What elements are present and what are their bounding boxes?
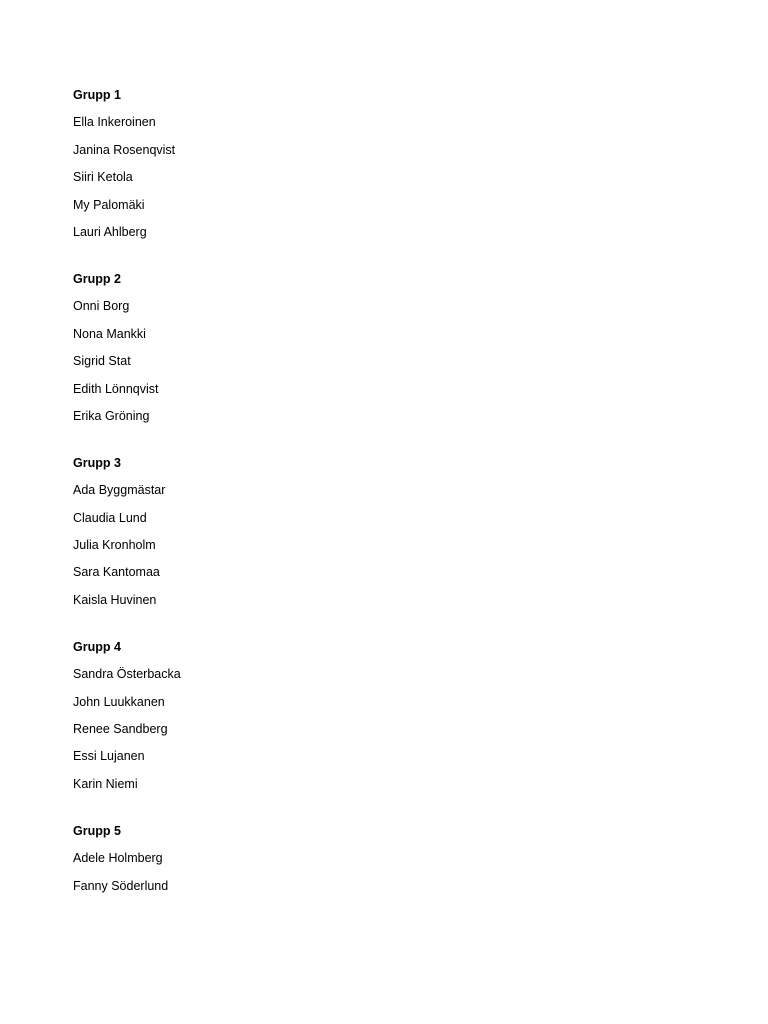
document-page — [73, 85, 713, 923]
group-member: My Palomäki — [73, 197, 145, 212]
group-4 — [73, 637, 713, 794]
group-title: Grupp 3 — [73, 455, 121, 470]
group-member: Nona Mankki — [73, 326, 146, 341]
group-title: Grupp 2 — [73, 271, 121, 286]
group-member: Siiri Ketola — [73, 170, 133, 185]
group-member: Julia Kronholm — [73, 538, 156, 553]
group-member: Sandra Österbacka — [73, 667, 181, 682]
group-2 — [73, 269, 713, 426]
group-member: Edith Lönnqvist — [73, 381, 159, 396]
group-member: Karin Niemi — [73, 776, 138, 791]
group-member: Adele Holmberg — [73, 851, 163, 866]
group-5 — [73, 821, 713, 896]
group-member: Fanny Söderlund — [73, 878, 169, 893]
group-1 — [73, 85, 713, 242]
group-member: Onni Borg — [73, 299, 130, 314]
group-member: Janina Rosenqvist — [73, 142, 176, 157]
group-member: Sigrid Stat — [73, 354, 131, 369]
group-member: Lauri Ahlberg — [73, 224, 147, 239]
group-title: Grupp 1 — [73, 88, 121, 102]
group-member: Kaisla Huvinen — [73, 592, 157, 607]
group-member: John Luukkanen — [73, 694, 165, 709]
group-member: Erika Gröning — [73, 408, 150, 423]
group-member: Sara Kantomaa — [73, 565, 160, 580]
group-title: Grupp 5 — [73, 823, 121, 838]
group-3 — [73, 453, 713, 610]
group-member: Claudia Lund — [73, 510, 147, 525]
group-member: Ella Inkeroinen — [73, 115, 156, 130]
group-member: Essi Lujanen — [73, 749, 145, 764]
group-title: Grupp 4 — [73, 639, 121, 654]
group-member: Renee Sandberg — [73, 722, 168, 737]
group-member: Ada Byggmästar — [73, 483, 166, 498]
